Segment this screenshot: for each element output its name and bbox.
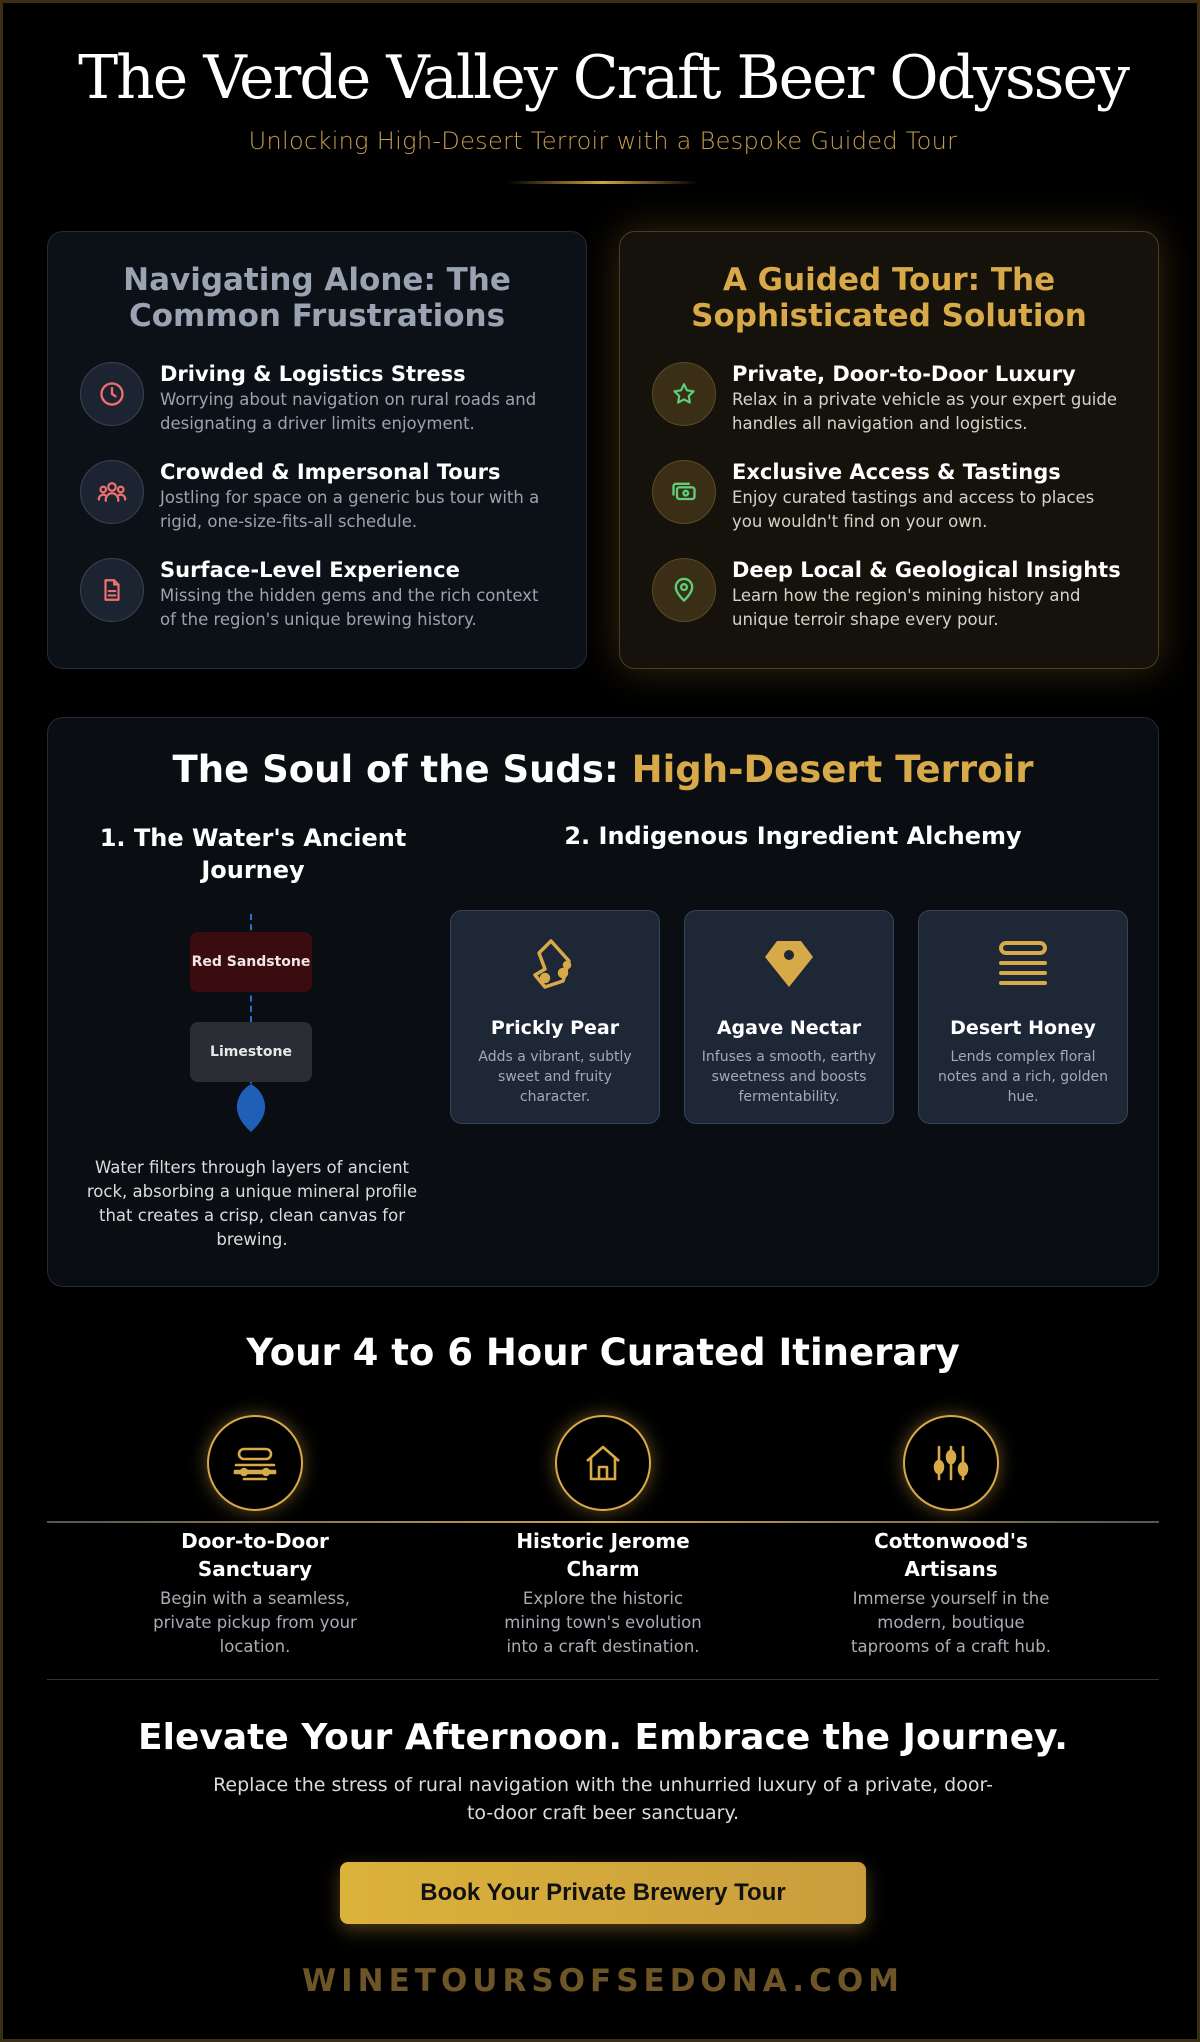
alone-item	[80, 362, 554, 436]
stop-name: Cottonwood's Artisans	[874, 1529, 1028, 1581]
stop-desc: Immerse yourself in the modern, boutique taprooms of a craft hub.	[851, 1589, 1051, 1656]
guided-item-desc: Relax in a private vehicle as your expert guide handles all navigation and logistics.	[732, 390, 1118, 433]
alone-card	[47, 231, 587, 669]
ingredients-heading: 2. Indigenous Ingredient Alchemy	[564, 822, 1022, 850]
title-divider	[508, 181, 698, 184]
limestone-layer: Limestone	[190, 1022, 312, 1082]
money-icon	[652, 460, 716, 524]
alone-title: Navigating Alone: The Common Frustrations	[123, 262, 511, 334]
stop-name: Historic Jerome Charm	[516, 1529, 690, 1581]
ingredient-desc: Infuses a smooth, earthy sweetness and boosts fermentability.	[701, 1049, 877, 1105]
ingredient-name: Desert Honey	[950, 1017, 1096, 1039]
star-icon	[652, 362, 716, 426]
terroir-title-highlight: High-Desert Terroir	[631, 748, 1034, 791]
terroir-title	[48, 748, 1158, 791]
red-sandstone-layer: Red Sandstone	[190, 932, 312, 992]
guided-item	[652, 558, 1126, 632]
guided-item-desc: Learn how the region's mining history and unique terroir shape every pour.	[732, 586, 1081, 629]
itinerary-stop	[453, 1415, 753, 1659]
guided-item	[652, 460, 1126, 534]
honeycomb-icon	[919, 935, 1127, 995]
hero	[3, 43, 1200, 184]
itinerary-title: Your 4 to 6 Hour Curated Itinerary	[246, 1331, 960, 1374]
document-icon	[80, 558, 144, 622]
alone-item-desc: Worrying about navigation on rural roads and designating a driver limits enjoyment.	[160, 390, 537, 433]
terroir-section	[47, 717, 1159, 1287]
ingredient-desc: Lends complex floral notes and a rich, golden hue.	[938, 1049, 1108, 1105]
alone-item	[80, 460, 554, 534]
clock-icon	[80, 362, 144, 426]
water-desc: Water filters through layers of ancient rock, absorbing a unique mineral profile that creates a crisp, clean canvas for brewing.	[86, 1158, 418, 1249]
ingredient-card	[450, 910, 660, 1124]
page-subtitle: Unlocking High-Desert Terroir with a Bespoke Guided Tour	[248, 127, 958, 155]
book-tour-button[interactable]: Book Your Private Brewery Tour	[340, 1862, 866, 1924]
guided-item-desc: Enjoy curated tastings and access to places you wouldn't find on your own.	[732, 488, 1095, 531]
ingredient-name: Prickly Pear	[490, 1017, 620, 1039]
beer-taps-icon	[903, 1415, 999, 1511]
cta-title: Elevate Your Afternoon. Embrace the Journey.	[138, 1717, 1068, 1758]
map-pin-icon	[652, 558, 716, 622]
ingredient-card	[918, 910, 1128, 1124]
ingredient-card	[684, 910, 894, 1124]
ingredient-desc: Adds a vibrant, subtly sweet and fruity character.	[478, 1049, 632, 1105]
guided-item-title: Deep Local & Geological Insights	[732, 558, 1121, 582]
stop-desc: Explore the historic mining town's evolution into a craft destination.	[504, 1589, 702, 1656]
itinerary-stop	[105, 1415, 405, 1659]
alone-item-desc: Missing the hidden gems and the rich context of the region's unique brewing history.	[160, 586, 539, 629]
agave-icon	[685, 935, 893, 995]
guided-card	[619, 231, 1159, 669]
water-heading: 1. The Water's Ancient Journey	[99, 824, 407, 884]
page-title: The Verde Valley Craft Beer Odyssey	[78, 43, 1128, 113]
guided-title: A Guided Tour: The Sophisticated Solution	[691, 262, 1087, 334]
guided-item-title: Exclusive Access & Tastings	[732, 460, 1061, 484]
car-icon	[207, 1415, 303, 1511]
guided-item	[652, 362, 1126, 436]
alone-item-title: Crowded & Impersonal Tours	[160, 460, 501, 484]
group-icon	[80, 460, 144, 524]
stop-desc: Begin with a seamless, private pickup from your location.	[153, 1589, 357, 1656]
alone-item-desc: Jostling for space on a generic bus tour with a rigid, one-size-fits-all schedule.	[160, 488, 540, 531]
home-icon	[555, 1415, 651, 1511]
alone-item-title: Driving & Logistics Stress	[160, 362, 466, 386]
stop-name: Door-to-Door Sanctuary	[181, 1529, 329, 1581]
alone-item	[80, 558, 554, 632]
guided-item-title: Private, Door-to-Door Luxury	[732, 362, 1076, 386]
brand-url[interactable]: WINETOURSOFSEDONA.COM	[301, 1963, 905, 1999]
prickly-pear-icon	[451, 935, 659, 995]
section-divider	[47, 1679, 1159, 1680]
cta-desc: Replace the stress of rural navigation with the unhurried luxury of a private, door-to-door craft beer sanctuary.	[213, 1774, 993, 1824]
itinerary-stop	[801, 1415, 1101, 1659]
water-drop-icon	[234, 1080, 268, 1136]
terroir-title-plain: The Soul of the Suds:	[172, 748, 632, 791]
alone-item-title: Surface-Level Experience	[160, 558, 460, 582]
ingredient-name: Agave Nectar	[716, 1017, 862, 1039]
